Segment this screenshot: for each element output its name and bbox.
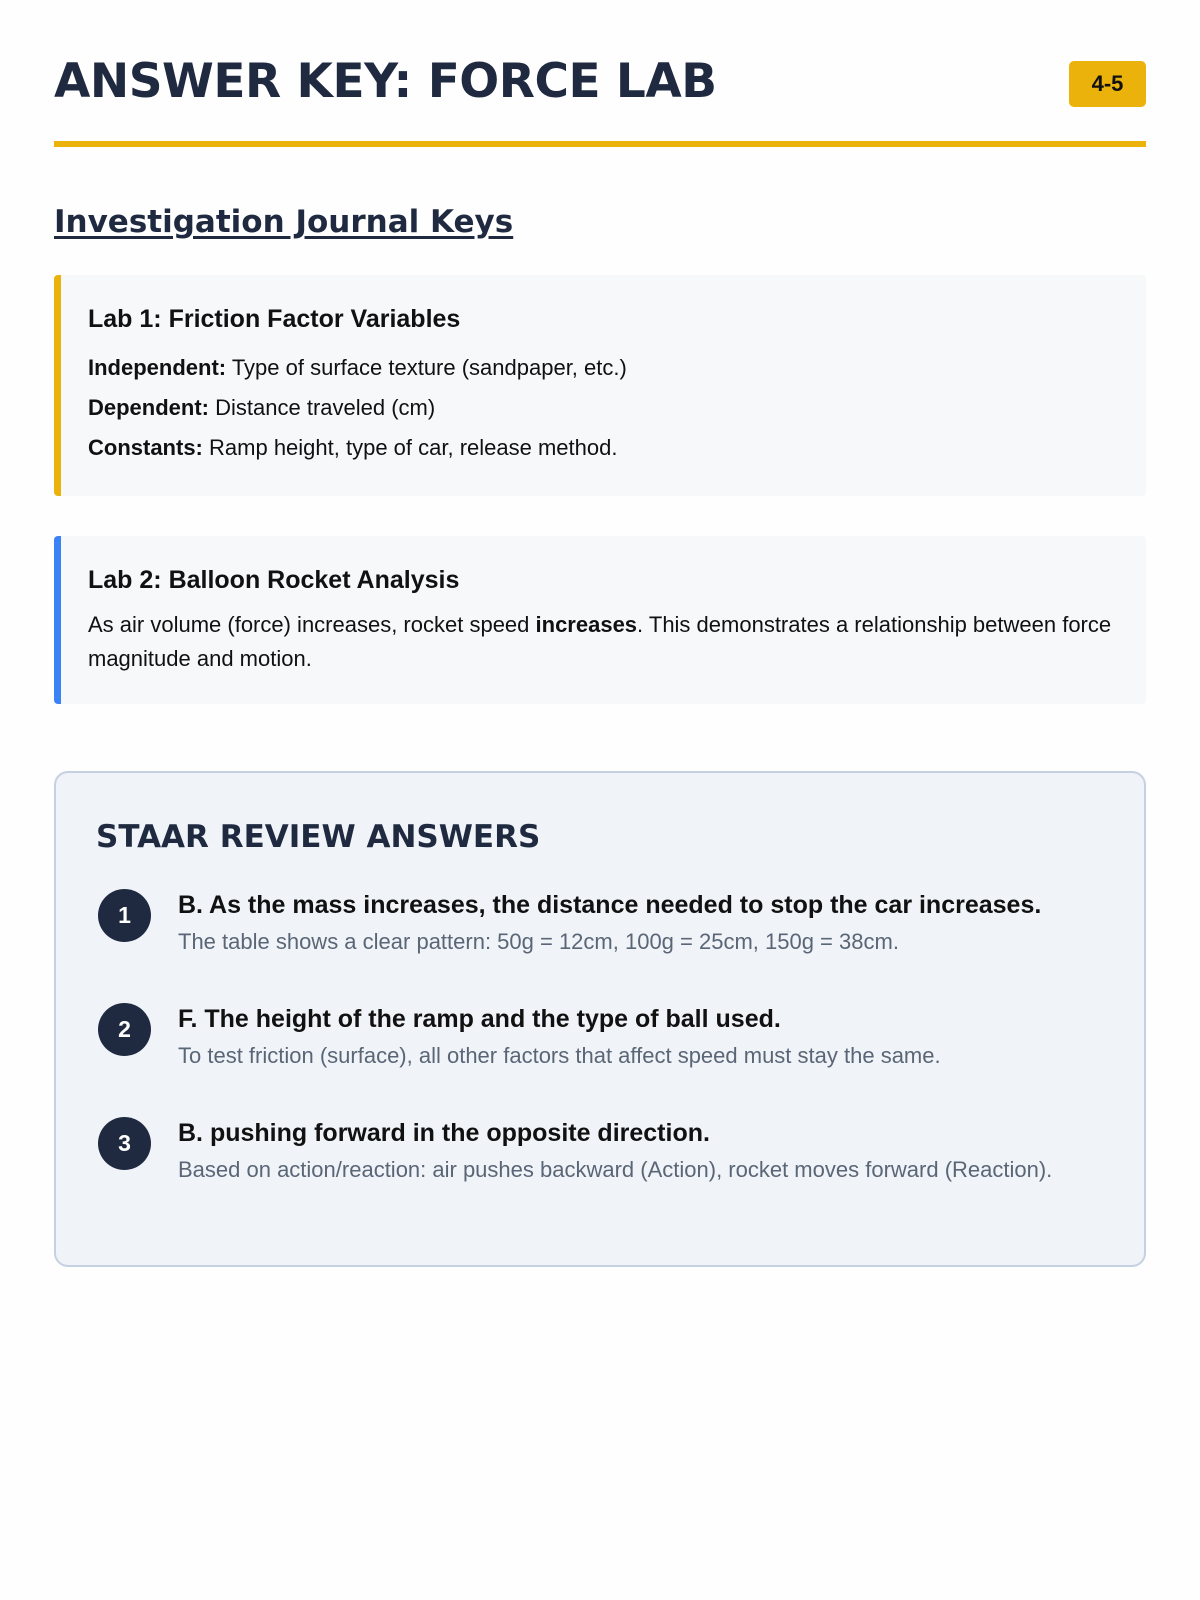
dependent-value: Distance traveled (cm) <box>215 395 436 420</box>
constants-value: Ramp height, type of car, release method. <box>209 435 618 460</box>
lab-1-constants <box>88 433 1116 463</box>
question-number-badge: 3 <box>98 1117 151 1170</box>
lab-2-analysis <box>88 608 1116 676</box>
page-header <box>54 0 1146 150</box>
lab-1-dependent <box>88 393 1116 423</box>
lab-2-text-after: . This demonstrates a relationship between force magnitude and motion. <box>88 612 1112 671</box>
answer-text: F. The height of the ramp and the type of ball used. <box>178 1005 781 1033</box>
page-title: ANSWER KEY: FORCE LAB <box>54 54 717 109</box>
answer-explanation: The table shows a clear pattern: 50g = 12cm, 100g = 25cm, 150g = 38cm. <box>178 929 899 954</box>
staar-item-3 <box>98 1117 1104 1187</box>
staar-item-2 <box>98 1003 1104 1073</box>
lab-2-text-bold: increases <box>535 612 638 637</box>
staar-review-box <box>54 771 1146 1267</box>
answer-explanation: Based on action/reaction: air pushes backward (Action), rocket moves forward (Reaction). <box>178 1157 1053 1182</box>
lab-2-card <box>54 536 1146 704</box>
staar-title: STAAR REVIEW ANSWERS <box>96 819 541 855</box>
constants-label: Constants: <box>88 435 203 460</box>
lab-1-card <box>54 275 1146 496</box>
question-number-badge: 2 <box>98 1003 151 1056</box>
independent-value: Type of surface texture (sandpaper, etc.) <box>231 355 627 380</box>
grade-badge: 4-5 <box>1069 61 1146 107</box>
header-divider <box>54 141 1146 147</box>
answer-explanation: To test friction (surface), all other factors that affect speed must stay the same. <box>178 1043 941 1068</box>
answer-text: B. pushing forward in the opposite direction. <box>178 1119 710 1147</box>
lab-1-title: Lab 1: Friction Factor Variables <box>88 305 461 333</box>
dependent-label: Dependent: <box>88 395 209 420</box>
answer-text: B. As the mass increases, the distance needed to stop the car increases. <box>178 891 1042 919</box>
lab-2-title: Lab 2: Balloon Rocket Analysis <box>88 566 460 594</box>
independent-label: Independent: <box>88 355 227 380</box>
section-heading-investigation: Investigation Journal Keys <box>54 204 514 240</box>
lab-2-text-before: As air volume (force) increases, rocket speed <box>88 612 536 637</box>
question-number-badge: 1 <box>98 889 151 942</box>
lab-1-independent <box>88 353 1116 383</box>
staar-item-1 <box>98 889 1104 959</box>
